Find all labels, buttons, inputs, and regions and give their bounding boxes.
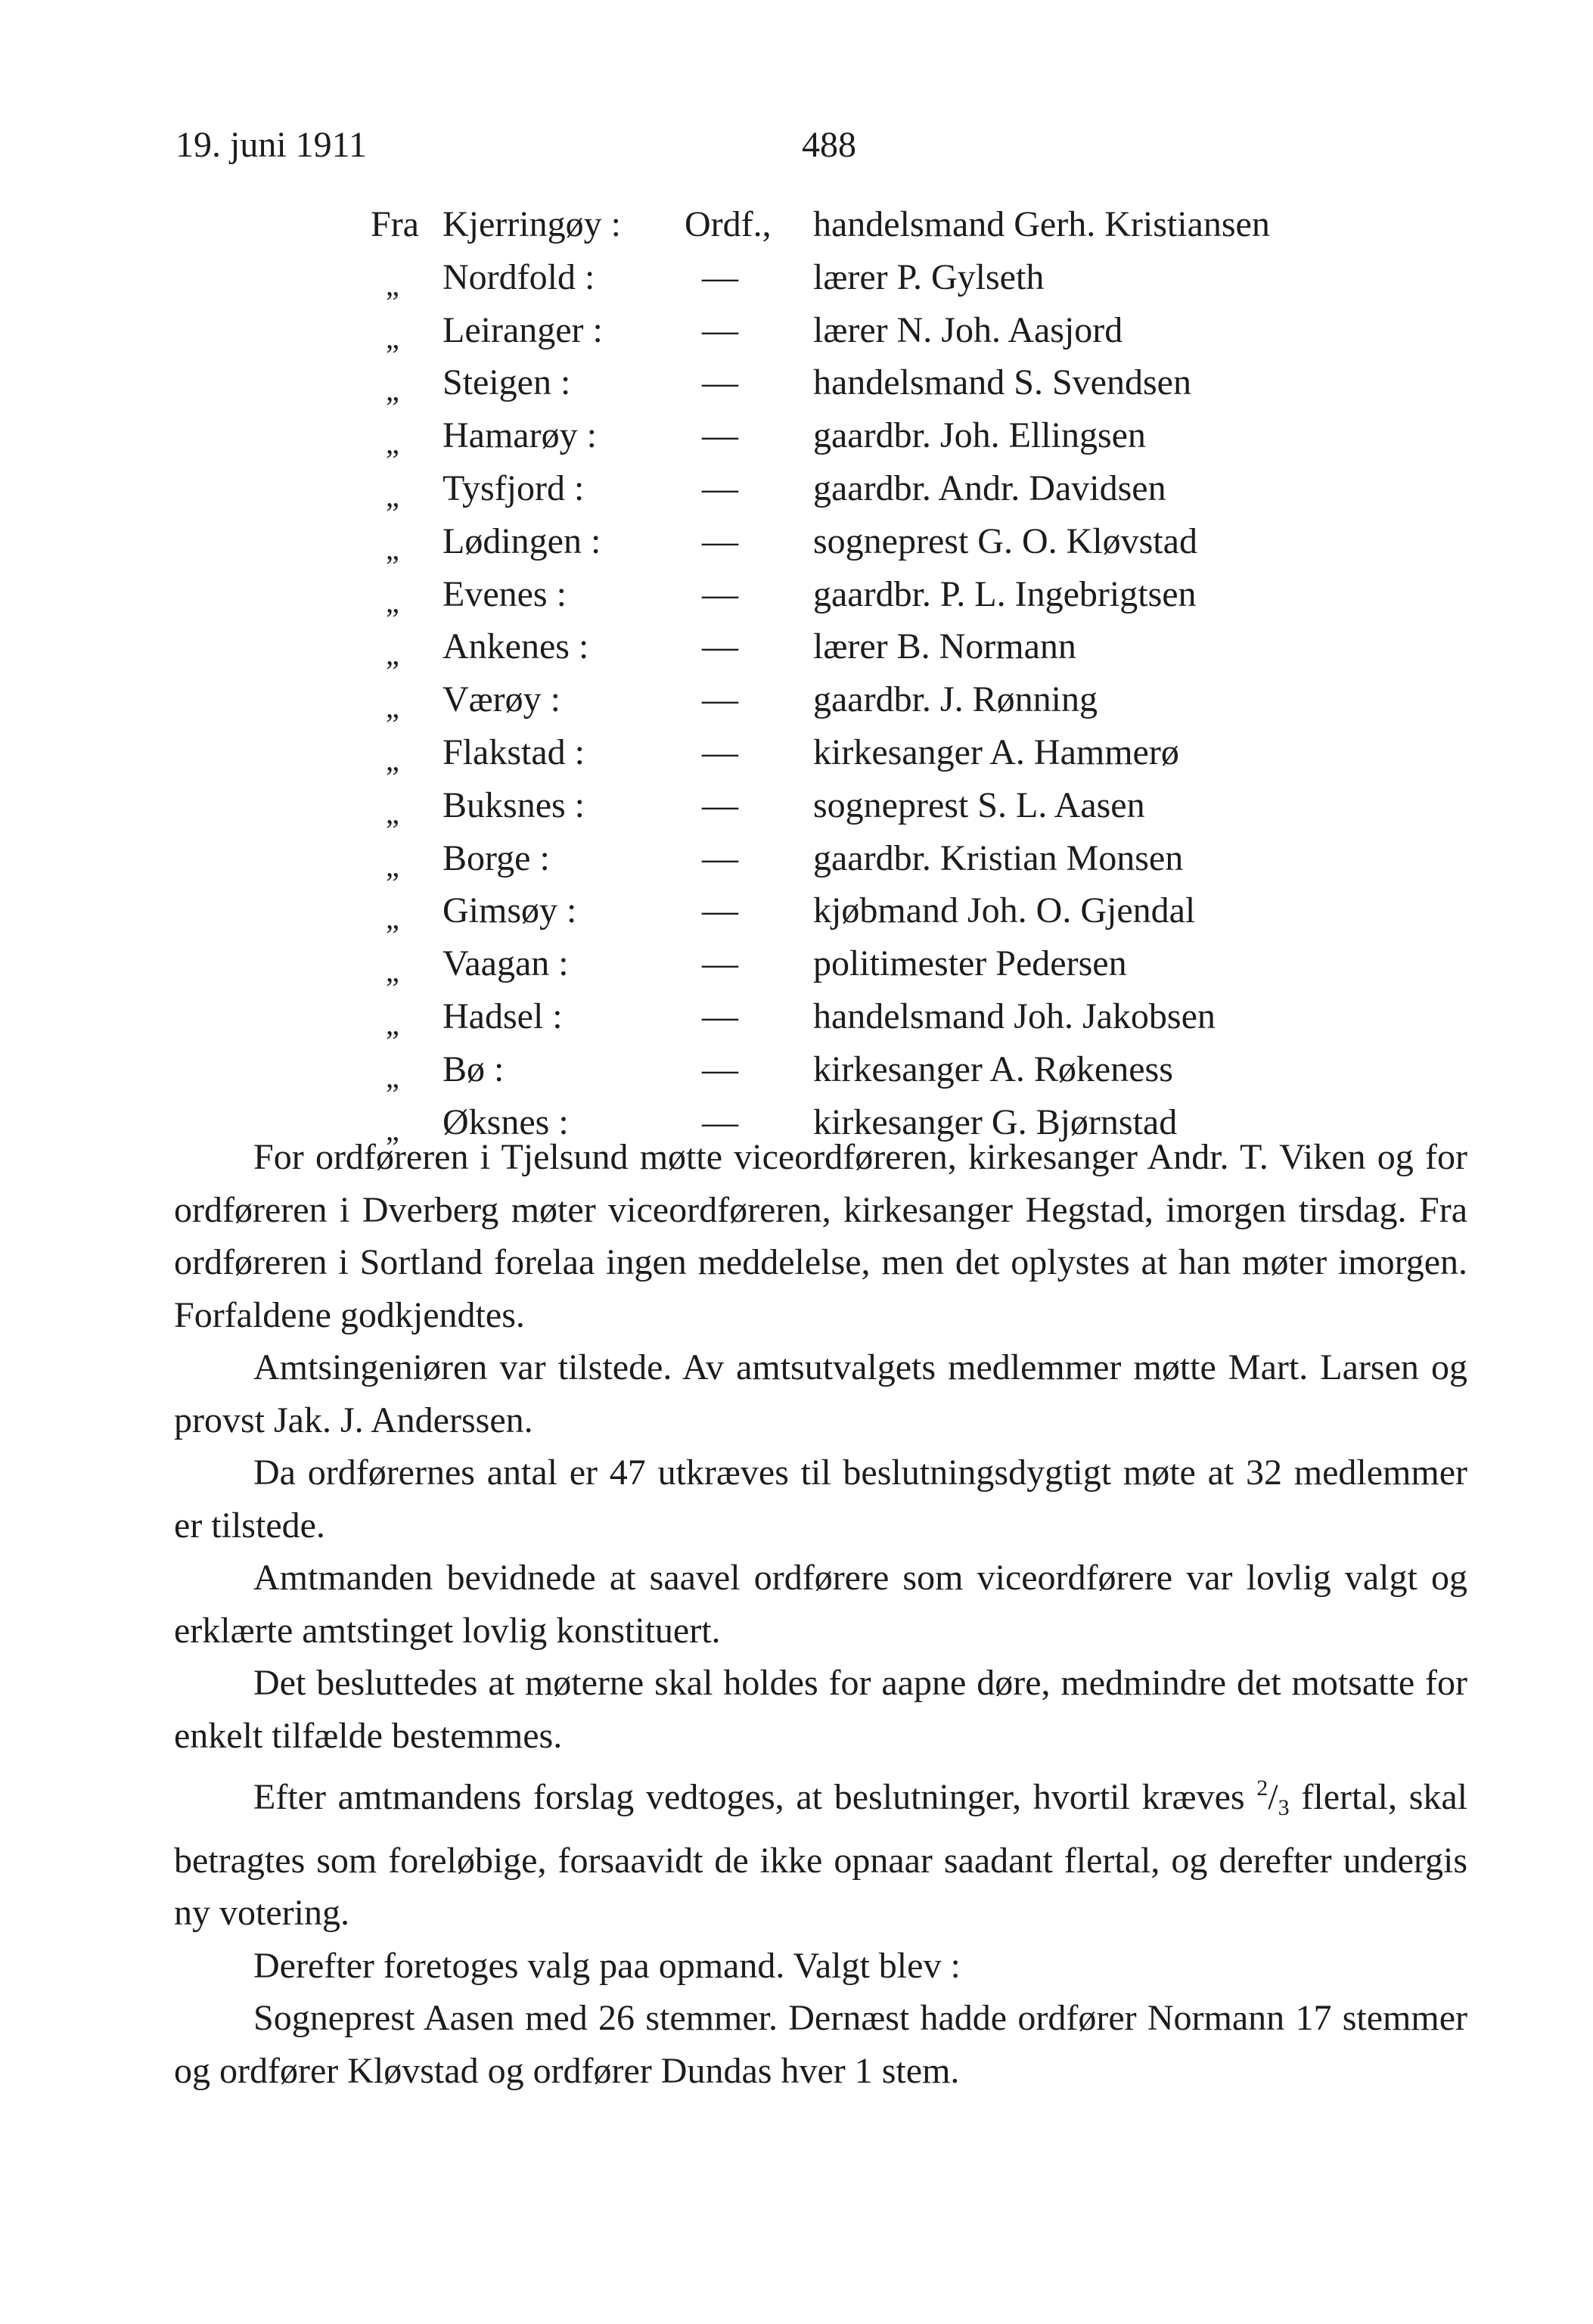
fraction-numerator: 2 bbox=[1256, 1776, 1268, 1800]
page-header bbox=[0, 115, 1593, 176]
attendance-row bbox=[0, 462, 1593, 515]
attendance-person: gaardbr. Joh. Ellingsen bbox=[813, 415, 1146, 456]
attendance-row bbox=[0, 251, 1593, 304]
attendance-place: Flakstad : bbox=[442, 732, 585, 772]
attendance-prefix: „ bbox=[386, 901, 399, 936]
attendance-place: Buksnes : bbox=[442, 785, 585, 825]
attendance-title: — bbox=[702, 520, 738, 561]
attendance-prefix: „ bbox=[386, 795, 399, 830]
attendance-prefix: „ bbox=[386, 478, 399, 513]
paragraph-majority: Efter amtmandens forslag vedtoges, at beslutninger, hvortil kræves $^2/_3$ flertal, skal betragtes som foreløbige, forsaavidt de ikke opnaar saadant flertal, og derefter undergis ny votering. bbox=[174, 1776, 1468, 1933]
attendance-place: Vaagan : bbox=[442, 943, 569, 984]
attendance-title: — bbox=[702, 1101, 738, 1142]
attendance-person: lærer P. Gylseth bbox=[813, 256, 1045, 297]
attendance-title: — bbox=[702, 732, 738, 772]
attendance-title: — bbox=[702, 626, 738, 667]
attendance-prefix: „ bbox=[386, 373, 399, 408]
attendance-row bbox=[0, 198, 1593, 251]
attendance-title: — bbox=[702, 996, 738, 1036]
paragraph-quorum: Da ordførernes antal er 47 utkræves til beslutningsdygtigt møte at 32 medlemmer er tilstede. bbox=[174, 1452, 1467, 1546]
attendance-title: — bbox=[702, 1049, 738, 1089]
attendance-person: sogneprest G. O. Kløvstad bbox=[813, 520, 1197, 561]
attendance-person: gaardbr. Kristian Monsen bbox=[813, 837, 1184, 878]
attendance-row bbox=[0, 673, 1593, 726]
attendance-place: Bø : bbox=[442, 1049, 505, 1089]
attendance-person: kjøbmand Joh. O. Gjendal bbox=[813, 890, 1196, 931]
attendance-person: handelsmand S. Svendsen bbox=[813, 362, 1191, 403]
attendance-list bbox=[0, 198, 1593, 1148]
attendance-place: Tysfjord : bbox=[442, 468, 585, 508]
attendance-place: Borge : bbox=[442, 837, 550, 878]
attendance-row bbox=[0, 1043, 1593, 1096]
attendance-prefix: „ bbox=[386, 637, 399, 672]
paragraph-present: Amtsingeniøren var tilstede. Av amtsutvalgets medlemmer møtte Mart. Larsen og provst Jak. J. Anderssen. bbox=[174, 1347, 1467, 1440]
attendance-person: gaardbr. P. L. Ingebrigtsen bbox=[813, 573, 1197, 614]
attendance-prefix: „ bbox=[386, 1059, 399, 1094]
attendance-title: — bbox=[702, 785, 738, 825]
attendance-title: — bbox=[702, 415, 738, 456]
attendance-row bbox=[0, 409, 1593, 462]
body-text bbox=[174, 1131, 1467, 2097]
attendance-title: — bbox=[702, 837, 738, 878]
attendance-prefix: „ bbox=[386, 848, 399, 883]
attendance-person: kirkesanger G. Bjørnstad bbox=[813, 1101, 1178, 1142]
attendance-title: — bbox=[702, 679, 738, 720]
attendance-row bbox=[0, 937, 1593, 990]
attendance-place: Kjerringøy : bbox=[442, 204, 621, 244]
attendance-title: — bbox=[702, 890, 738, 931]
attendance-person: kirkesanger A. Røkeness bbox=[813, 1049, 1173, 1089]
attendance-row bbox=[0, 884, 1593, 937]
attendance-row bbox=[0, 990, 1593, 1043]
attendance-prefix: „ bbox=[386, 584, 399, 619]
attendance-row bbox=[0, 515, 1593, 568]
attendance-person: gaardbr. Andr. Davidsen bbox=[813, 468, 1166, 508]
page-number: 488 bbox=[802, 125, 856, 165]
attendance-row bbox=[0, 779, 1593, 832]
majority-text-before: Efter amtmandens forslag vedtoges, at beslutninger, hvortil kræves bbox=[253, 1777, 1257, 1817]
attendance-title: — bbox=[702, 256, 738, 297]
attendance-row bbox=[0, 304, 1593, 357]
attendance-person: handelsmand Gerh. Kristiansen bbox=[813, 204, 1270, 244]
attendance-person: lærer N. Joh. Aasjord bbox=[813, 309, 1123, 350]
attendance-person: kirkesanger A. Hammerø bbox=[813, 732, 1179, 772]
attendance-row bbox=[0, 620, 1593, 673]
attendance-row bbox=[0, 726, 1593, 779]
majority-text-after: flertal, skal betragtes som foreløbige, forsaavidt de ikke opnaar saadant flertal, og derefter undergis ny votering. bbox=[174, 1777, 1468, 1933]
attendance-place: Steigen : bbox=[442, 362, 571, 403]
attendance-title: — bbox=[702, 309, 738, 350]
attendance-title: — bbox=[702, 573, 738, 614]
attendance-person: gaardbr. J. Rønning bbox=[813, 679, 1098, 720]
attendance-place: Hamarøy : bbox=[442, 415, 597, 456]
attendance-person: handelsmand Joh. Jakobsen bbox=[813, 996, 1216, 1036]
attendance-row bbox=[0, 356, 1593, 409]
attendance-title: Ordf., bbox=[685, 204, 772, 244]
attendance-prefix: „ bbox=[386, 954, 399, 989]
attendance-prefix: „ bbox=[386, 690, 399, 725]
attendance-prefix: Fra bbox=[371, 204, 419, 244]
attendance-row bbox=[0, 832, 1593, 885]
paragraph-substitutes: For ordføreren i Tjelsund møtte viceordføreren, kirkesanger Andr. T. Viken og for ordføreren i Dverberg møter viceordføreren, kirkesanger Hegstad, imorgen tirsdag. Fra ordføreren i Sortland forelaa ingen meddelelse, men det oplystes at han møter imorgen. Forfaldene godkjendtes. bbox=[174, 1137, 1467, 1335]
attendance-prefix: „ bbox=[386, 531, 399, 566]
attendance-place: Værøy : bbox=[442, 679, 560, 720]
attendance-title: — bbox=[702, 468, 738, 508]
paragraph-constituted: Amtmanden bevidnede at saavel ordførere som viceordførere var lovlig valgt og erklærte amtstinget lovlig konstituert. bbox=[174, 1558, 1467, 1651]
attendance-row bbox=[0, 568, 1593, 621]
attendance-place: Ankenes : bbox=[442, 626, 589, 667]
attendance-place: Nordfold : bbox=[442, 256, 595, 297]
attendance-title: — bbox=[702, 943, 738, 984]
attendance-person: sogneprest S. L. Aasen bbox=[813, 785, 1145, 825]
page-date: 19. juni 1911 bbox=[175, 125, 367, 165]
paragraph-result: Sogneprest Aasen med 26 stemmer. Dernæst hadde ordfører Normann 17 stemmer og ordfører Kløvstad og ordfører Dundas hver 1 stem. bbox=[174, 1998, 1467, 2091]
attendance-title: — bbox=[702, 362, 738, 403]
attendance-place: Øksnes : bbox=[442, 1101, 569, 1142]
attendance-prefix: „ bbox=[386, 1112, 399, 1147]
attendance-place: Evenes : bbox=[442, 573, 567, 614]
attendance-prefix: „ bbox=[386, 320, 399, 355]
attendance-place: Hadsel : bbox=[442, 996, 563, 1036]
fraction-denominator: 3 bbox=[1278, 1795, 1290, 1820]
attendance-prefix: „ bbox=[386, 1006, 399, 1041]
attendance-place: Leiranger : bbox=[442, 309, 603, 350]
attendance-prefix: „ bbox=[386, 426, 399, 461]
attendance-place: Lødingen : bbox=[442, 520, 601, 561]
attendance-prefix: „ bbox=[386, 267, 399, 302]
attendance-person: lærer B. Normann bbox=[813, 626, 1076, 667]
attendance-person: politimester Pedersen bbox=[813, 943, 1127, 984]
paragraph-election: Derefter foretoges valg paa opmand. Valgt blev : bbox=[253, 1945, 961, 1986]
paragraph-open-doors: Det besluttedes at møterne skal holdes for aapne døre, medmindre det motsatte for enkelt tilfælde bestemmes. bbox=[174, 1663, 1467, 1756]
attendance-place: Gimsøy : bbox=[442, 890, 577, 931]
attendance-prefix: „ bbox=[386, 742, 399, 777]
